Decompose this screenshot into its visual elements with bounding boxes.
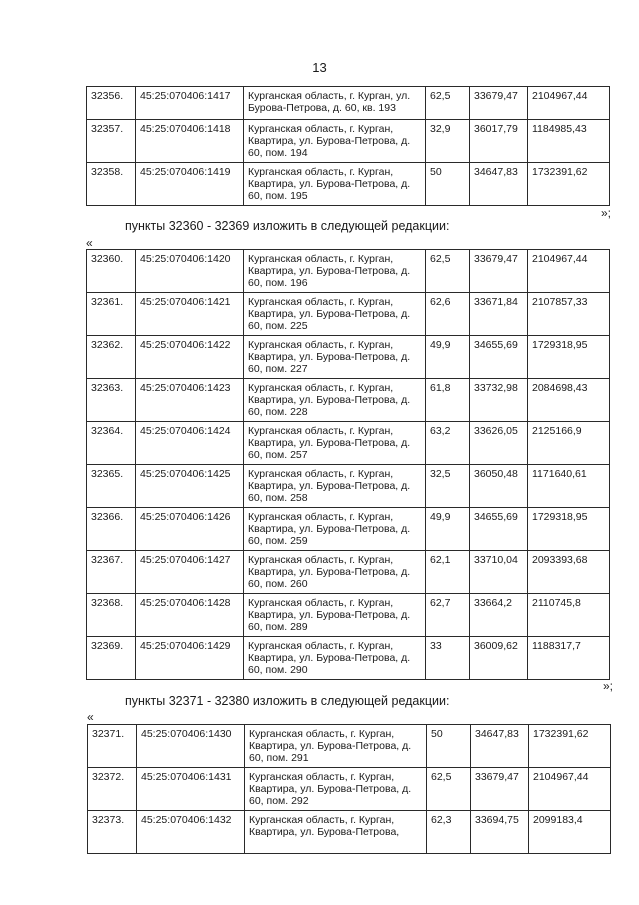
price-per-sqm-cell: 36009,62 bbox=[470, 637, 528, 680]
cadastral-number-cell: 45:25:070406:1419 bbox=[136, 163, 244, 206]
cadastral-number-cell: 45:25:070406:1421 bbox=[136, 293, 244, 336]
address-cell: Курганская область, г. Курган, Квартира, ул. Бурова-Петрова, bbox=[245, 811, 427, 854]
total-value-cell: 2104967,44 bbox=[529, 768, 611, 811]
table-row bbox=[87, 336, 610, 379]
total-value-cell: 2084698,43 bbox=[528, 379, 610, 422]
row-number-cell: 32362. bbox=[87, 336, 136, 379]
price-per-sqm-cell: 34655,69 bbox=[470, 336, 528, 379]
cadastral-number-cell: 45:25:070406:1422 bbox=[136, 336, 244, 379]
row-number-cell: 32368. bbox=[87, 594, 136, 637]
area-cell: 62,7 bbox=[426, 594, 470, 637]
cadastral-number-cell: 45:25:070406:1420 bbox=[136, 250, 244, 293]
closing-quote: »; bbox=[601, 206, 612, 220]
row-number-cell: 32361. bbox=[87, 293, 136, 336]
row-number-cell: 32358. bbox=[87, 163, 136, 206]
price-per-sqm-cell: 33679,47 bbox=[471, 768, 529, 811]
area-cell: 63,2 bbox=[426, 422, 470, 465]
registry-table-2 bbox=[86, 249, 610, 680]
table-row bbox=[87, 293, 610, 336]
total-value-cell: 1732391,62 bbox=[529, 725, 611, 768]
cadastral-number-cell: 45:25:070406:1425 bbox=[136, 465, 244, 508]
total-value-cell: 1184985,43 bbox=[528, 120, 610, 163]
registry-table-3 bbox=[87, 724, 611, 854]
total-value-cell: 2099183,4 bbox=[529, 811, 611, 854]
cadastral-number-cell: 45:25:070406:1429 bbox=[136, 637, 244, 680]
total-value-cell: 2104967,44 bbox=[528, 87, 610, 120]
cadastral-number-cell: 45:25:070406:1426 bbox=[136, 508, 244, 551]
address-cell: Курганская область, г. Курган, Квартира, ул. Бурова-Петрова, д. 60, пом. 196 bbox=[244, 250, 426, 293]
address-cell: Курганская область, г. Курган, Квартира, ул. Бурова-Петрова, д. 60, пом. 258 bbox=[244, 465, 426, 508]
row-number-cell: 32366. bbox=[87, 508, 136, 551]
price-per-sqm-cell: 36050,48 bbox=[470, 465, 528, 508]
row-number-cell: 32360. bbox=[87, 250, 136, 293]
total-value-cell: 2104967,44 bbox=[528, 250, 610, 293]
area-cell: 62,5 bbox=[426, 250, 470, 293]
address-cell: Курганская область, г. Курган, Квартира, ул. Бурова-Петрова, д. 60, пом. 260 bbox=[244, 551, 426, 594]
price-per-sqm-cell: 33679,47 bbox=[470, 87, 528, 120]
area-cell: 32,5 bbox=[426, 465, 470, 508]
area-cell: 50 bbox=[426, 163, 470, 206]
row-number-cell: 32373. bbox=[88, 811, 137, 854]
cadastral-number-cell: 45:25:070406:1423 bbox=[136, 379, 244, 422]
total-value-cell: 1188317,7 bbox=[528, 637, 610, 680]
total-value-cell: 2125166,9 bbox=[528, 422, 610, 465]
cadastral-number-cell: 45:25:070406:1431 bbox=[137, 768, 245, 811]
area-cell: 49,9 bbox=[426, 336, 470, 379]
price-per-sqm-cell: 33732,98 bbox=[470, 379, 528, 422]
table-row bbox=[87, 87, 610, 120]
row-number-cell: 32364. bbox=[87, 422, 136, 465]
address-cell: Курганская область, г. Курган, Квартира, ул. Бурова-Петрова, д. 60, пом. 228 bbox=[244, 379, 426, 422]
total-value-cell: 1732391,62 bbox=[528, 163, 610, 206]
address-cell: Курганская область, г. Курган, Квартира, ул. Бурова-Петрова, д. 60, пом. 289 bbox=[244, 594, 426, 637]
area-cell: 62,5 bbox=[426, 87, 470, 120]
area-cell: 62,3 bbox=[427, 811, 471, 854]
registry-table-1 bbox=[86, 86, 610, 206]
cadastral-number-cell: 45:25:070406:1430 bbox=[137, 725, 245, 768]
area-cell: 49,9 bbox=[426, 508, 470, 551]
price-per-sqm-cell: 33710,04 bbox=[470, 551, 528, 594]
page-number: 13 bbox=[312, 60, 327, 75]
table-row bbox=[87, 120, 610, 163]
row-number-cell: 32363. bbox=[87, 379, 136, 422]
table-row bbox=[87, 637, 610, 680]
area-cell: 62,5 bbox=[427, 768, 471, 811]
area-cell: 33 bbox=[426, 637, 470, 680]
cadastral-number-cell: 45:25:070406:1432 bbox=[137, 811, 245, 854]
closing-quote: »; bbox=[603, 679, 614, 693]
price-per-sqm-cell: 33626,05 bbox=[470, 422, 528, 465]
amendment-paragraph: пункты 32371 - 32380 изложить в следующей редакции: bbox=[125, 694, 450, 708]
price-per-sqm-cell: 33694,75 bbox=[471, 811, 529, 854]
table-row bbox=[88, 725, 611, 768]
table-row bbox=[87, 551, 610, 594]
address-cell: Курганская область, г. Курган, Квартира, ул. Бурова-Петрова, д. 60, пом. 195 bbox=[244, 163, 426, 206]
total-value-cell: 1729318,95 bbox=[528, 336, 610, 379]
total-value-cell: 1729318,95 bbox=[528, 508, 610, 551]
area-cell: 61,8 bbox=[426, 379, 470, 422]
cadastral-number-cell: 45:25:070406:1417 bbox=[136, 87, 244, 120]
table-row bbox=[87, 163, 610, 206]
address-cell: Курганская область, г. Курган, Квартира, ул. Бурова-Петрова, д. 60, пом. 194 bbox=[244, 120, 426, 163]
area-cell: 32,9 bbox=[426, 120, 470, 163]
address-cell: Курганская область, г. Курган, Квартира, ул. Бурова-Петрова, д. 60, пом. 257 bbox=[244, 422, 426, 465]
area-cell: 62,6 bbox=[426, 293, 470, 336]
cadastral-number-cell: 45:25:070406:1424 bbox=[136, 422, 244, 465]
address-cell: Курганская область, г. Курган, Квартира, ул. Бурова-Петрова, д. 60, пом. 291 bbox=[245, 725, 427, 768]
address-cell: Курганская область, г. Курган, Квартира, ул. Бурова-Петрова, д. 60, пом. 292 bbox=[245, 768, 427, 811]
cadastral-number-cell: 45:25:070406:1418 bbox=[136, 120, 244, 163]
total-value-cell: 2093393,68 bbox=[528, 551, 610, 594]
table-row bbox=[87, 594, 610, 637]
row-number-cell: 32356. bbox=[87, 87, 136, 120]
table-row bbox=[88, 811, 611, 854]
address-cell: Курганская область, г. Курган, Квартира, ул. Бурова-Петрова, д. 60, пом. 225 bbox=[244, 293, 426, 336]
row-number-cell: 32372. bbox=[88, 768, 137, 811]
area-cell: 62,1 bbox=[426, 551, 470, 594]
price-per-sqm-cell: 34655,69 bbox=[470, 508, 528, 551]
price-per-sqm-cell: 33671,84 bbox=[470, 293, 528, 336]
row-number-cell: 32367. bbox=[87, 551, 136, 594]
area-cell: 50 bbox=[427, 725, 471, 768]
row-number-cell: 32365. bbox=[87, 465, 136, 508]
table-row bbox=[87, 250, 610, 293]
table-row bbox=[87, 422, 610, 465]
price-per-sqm-cell: 33664,2 bbox=[470, 594, 528, 637]
row-number-cell: 32357. bbox=[87, 120, 136, 163]
address-cell: Курганская область, г. Курган, Квартира, ул. Бурова-Петрова, д. 60, пом. 259 bbox=[244, 508, 426, 551]
address-cell: Курганская область, г. Курган, ул. Бурова-Петрова, д. 60, кв. 193 bbox=[244, 87, 426, 120]
opening-quote: « bbox=[86, 236, 93, 250]
address-cell: Курганская область, г. Курган, Квартира, ул. Бурова-Петрова, д. 60, пом. 290 bbox=[244, 637, 426, 680]
opening-quote: « bbox=[87, 710, 94, 724]
row-number-cell: 32371. bbox=[88, 725, 137, 768]
price-per-sqm-cell: 33679,47 bbox=[470, 250, 528, 293]
price-per-sqm-cell: 36017,79 bbox=[470, 120, 528, 163]
table-row bbox=[87, 508, 610, 551]
price-per-sqm-cell: 34647,83 bbox=[470, 163, 528, 206]
table-row bbox=[88, 768, 611, 811]
row-number-cell: 32369. bbox=[87, 637, 136, 680]
table-row bbox=[87, 379, 610, 422]
total-value-cell: 1171640,61 bbox=[528, 465, 610, 508]
price-per-sqm-cell: 34647,83 bbox=[471, 725, 529, 768]
address-cell: Курганская область, г. Курган, Квартира, ул. Бурова-Петрова, д. 60, пом. 227 bbox=[244, 336, 426, 379]
cadastral-number-cell: 45:25:070406:1427 bbox=[136, 551, 244, 594]
total-value-cell: 2110745,8 bbox=[528, 594, 610, 637]
amendment-paragraph: пункты 32360 - 32369 изложить в следующей редакции: bbox=[125, 219, 450, 233]
total-value-cell: 2107857,33 bbox=[528, 293, 610, 336]
table-row bbox=[87, 465, 610, 508]
cadastral-number-cell: 45:25:070406:1428 bbox=[136, 594, 244, 637]
